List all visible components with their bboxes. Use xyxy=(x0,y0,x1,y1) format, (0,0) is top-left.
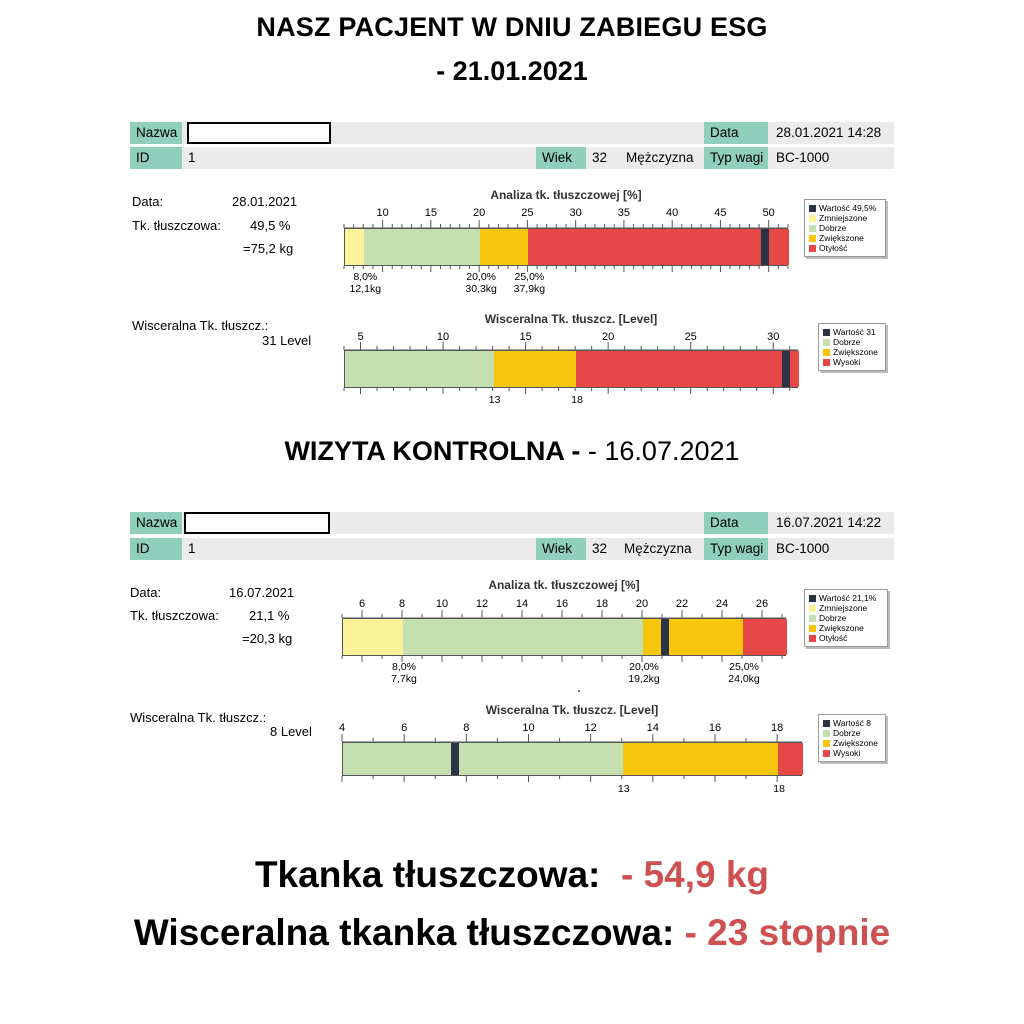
legend-item xyxy=(823,337,881,347)
report2-visceral-label: Wisceralna Tk. tłuszcz.: xyxy=(130,710,267,725)
tick-label: 5 xyxy=(357,331,364,343)
scale-ruler xyxy=(344,218,790,276)
report2-fat-kg: =20,3 kg xyxy=(242,631,293,646)
legend-swatch xyxy=(823,329,830,336)
threshold-label xyxy=(628,661,660,685)
report2-visceral-legend xyxy=(818,714,886,762)
tick-label: 15 xyxy=(519,331,532,343)
report2-fat-chart-title: Analiza tk. tłuszczowej [%] xyxy=(488,578,640,592)
tick-label: 20 xyxy=(602,331,615,343)
stray-dot xyxy=(578,690,580,692)
legend-item xyxy=(809,233,881,243)
threshold-label xyxy=(465,271,497,295)
report2-wiek-label: Wiek xyxy=(536,538,586,560)
report1-datetime: 28.01.2021 14:28 xyxy=(776,125,882,140)
legend-label: Wartość 31 xyxy=(833,327,876,337)
threshold-percent: 20,0% xyxy=(629,661,659,673)
tick-label: 20 xyxy=(473,207,486,219)
threshold-percent: 13 xyxy=(488,394,501,406)
legend-label: Dobrze xyxy=(833,337,861,347)
tick-label: 40 xyxy=(666,207,679,219)
legend-label: Wartość 49,5% xyxy=(819,203,877,213)
summary-visceral-label: Wisceralna tkanka tłuszczowa: xyxy=(133,912,675,953)
tick-label: 12 xyxy=(475,598,489,610)
legend-item xyxy=(809,603,883,613)
legend-label: Wysoki xyxy=(833,748,861,758)
legend-item xyxy=(823,327,881,337)
threshold-kg: 30,3kg xyxy=(465,283,497,295)
threshold-kg: 19,2kg xyxy=(628,673,660,685)
scale-ruler xyxy=(342,732,804,786)
tick-label: 10 xyxy=(522,722,535,734)
threshold-kg: 37,9kg xyxy=(513,283,546,295)
tick-label: 15 xyxy=(424,207,437,219)
tick-label: 8 xyxy=(463,722,470,734)
legend-swatch xyxy=(823,339,830,346)
report2-datetime: 16.07.2021 14:22 xyxy=(776,515,882,530)
legend-label: Otyłość xyxy=(819,633,848,643)
legend-item xyxy=(809,633,883,643)
legend-item xyxy=(823,738,881,748)
legend-label: Wartość 8 xyxy=(833,718,871,728)
threshold-label xyxy=(514,271,546,295)
threshold-percent: 25,0% xyxy=(729,661,759,673)
report2-typ-wagi-label: Typ wagi xyxy=(704,538,768,560)
legend-swatch xyxy=(809,225,816,232)
legend-item xyxy=(809,613,883,623)
tick-label: 45 xyxy=(714,207,727,219)
report2-fat-label: Tk. tłuszczowa: xyxy=(130,608,219,623)
legend-swatch xyxy=(809,235,816,242)
legend-label: Dobrze xyxy=(819,223,847,233)
threshold-percent: 8,0% xyxy=(353,271,378,283)
legend-label: Wartość 21,1% xyxy=(819,593,877,603)
report2-age: 32 xyxy=(592,541,608,556)
threshold-percent: 18 xyxy=(571,394,583,406)
tick-label: 6 xyxy=(358,598,366,610)
report1-id-value: 1 xyxy=(188,150,196,165)
tick-label: 10 xyxy=(436,331,450,343)
report1-header-row1 xyxy=(130,122,894,144)
threshold-kg: 12,1kg xyxy=(349,283,382,295)
threshold-label xyxy=(391,661,417,685)
legend-item xyxy=(809,623,883,633)
legend-label: Wysoki xyxy=(833,357,861,367)
heading-esg-date-text: - 21.01.2021 xyxy=(436,56,588,86)
heading-esg-date xyxy=(0,56,1024,87)
report1-age: 32 xyxy=(592,150,608,165)
threshold-label xyxy=(489,394,501,406)
legend-swatch xyxy=(823,730,830,737)
legend-item xyxy=(823,718,881,728)
threshold-percent: 13 xyxy=(617,783,630,795)
report1-sex: Mężczyzna xyxy=(626,150,694,165)
report2-id-label: ID xyxy=(130,538,182,560)
tick-label: 22 xyxy=(675,598,689,610)
threshold-percent: 20,0% xyxy=(466,271,497,283)
report1-typ-wagi-label: Typ wagi xyxy=(704,147,768,169)
tick-label: 14 xyxy=(646,722,659,734)
legend-swatch xyxy=(809,595,816,602)
heading-control-date: - 16.07.2021 xyxy=(587,436,740,466)
legend-swatch xyxy=(809,245,816,252)
legend-item xyxy=(809,223,881,233)
summary-fat-line xyxy=(0,854,1024,896)
threshold-label xyxy=(571,394,583,406)
report2-visceral-level: 8 Level xyxy=(270,724,312,739)
report2-nazwa-label: Nazwa xyxy=(130,512,182,534)
legend-item xyxy=(823,357,881,367)
report2-id-value: 1 xyxy=(188,541,196,556)
report1-nazwa-label: Nazwa xyxy=(130,122,182,144)
tick-label: 30 xyxy=(569,207,582,219)
tick-label: 18 xyxy=(771,722,784,734)
summary-visceral-value: - 23 stopnie xyxy=(684,912,891,953)
legend-label: Otyłość xyxy=(819,243,848,253)
tick-label: 16 xyxy=(555,598,569,610)
legend-item xyxy=(823,748,881,758)
tick-label: 25 xyxy=(521,207,534,219)
report2-info-date: 16.07.2021 xyxy=(229,585,295,600)
tick-label: 14 xyxy=(515,598,529,610)
tick-label: 18 xyxy=(595,598,609,610)
report1-visceral-legend xyxy=(818,323,886,371)
heading-control-visit: WIZYTA KONTROLNA - - 16.07.2021 xyxy=(284,436,740,466)
heading-esg-day: NASZ PACJENT W DNIU ZABIEGU ESG xyxy=(256,12,768,42)
report2-header-row1 xyxy=(130,512,894,534)
legend-swatch xyxy=(809,625,816,632)
threshold-percent: 18 xyxy=(773,783,785,795)
legend-swatch xyxy=(823,349,830,356)
tick-label: 12 xyxy=(584,722,597,734)
legend-swatch xyxy=(823,750,830,757)
report2-name-redacted xyxy=(184,512,330,534)
threshold-label xyxy=(350,271,382,295)
summary-fat-value: - 54,9 kg xyxy=(620,854,770,895)
scale-ruler xyxy=(342,608,788,666)
report2-sex: Mężczyzna xyxy=(624,541,692,556)
threshold-label xyxy=(618,783,630,795)
legend-item xyxy=(823,347,881,357)
legend-label: Zwiększone xyxy=(819,233,864,243)
legend-item xyxy=(809,243,881,253)
report1-wiek-label: Wiek xyxy=(536,147,586,169)
heading-control-title: WIZYTA KONTROLNA xyxy=(284,436,564,466)
report2-visceral-chart-title: Wisceralna Tk. tłuszcz. [Level] xyxy=(485,703,659,717)
report1-fat-kg: =75,2 kg xyxy=(243,241,294,256)
report1-fat-label: Tk. tłuszczowa: xyxy=(132,218,221,233)
report2-data-info-label: Data: xyxy=(130,585,162,600)
tick-label: 10 xyxy=(435,598,449,610)
legend-swatch xyxy=(823,720,830,727)
tick-label: 4 xyxy=(338,722,346,734)
tick-label: 16 xyxy=(708,722,722,734)
report2-data-label: Data xyxy=(704,512,768,534)
threshold-percent: 25,0% xyxy=(514,271,545,283)
report1-fat-chart-title: Analiza tk. tłuszczowej [%] xyxy=(490,188,642,202)
threshold-percent: 8,0% xyxy=(392,661,416,673)
report1-fat-legend xyxy=(804,199,886,257)
threshold-kg: 7,7kg xyxy=(391,673,417,685)
tick-label: 10 xyxy=(376,207,389,219)
report2-fat-percent: 21,1 % xyxy=(249,608,290,623)
legend-item xyxy=(809,203,881,213)
legend-swatch xyxy=(823,740,830,747)
summary-visceral-line xyxy=(0,912,1024,954)
report2-scale-model: BC-1000 xyxy=(776,541,830,556)
report1-visceral-level: 31 Level xyxy=(262,333,312,348)
threshold-kg: 24,0kg xyxy=(728,673,760,685)
report1-scale-model: BC-1000 xyxy=(776,150,830,165)
tick-label: 35 xyxy=(617,207,631,219)
report1-visceral-chart-title: Wisceralna Tk. tłuszcz. [Level] xyxy=(484,312,658,326)
legend-label: Dobrze xyxy=(833,728,861,738)
legend-label: Zmniejszone xyxy=(819,213,868,223)
legend-label: Zwiększone xyxy=(833,347,878,357)
threshold-label xyxy=(773,783,785,795)
report1-visceral-label: Wisceralna Tk. tłuszcz.: xyxy=(132,318,269,333)
tick-label: 6 xyxy=(401,722,408,734)
scale-ruler xyxy=(344,340,800,398)
legend-label: Zmniejszone xyxy=(819,603,868,613)
report1-data-info-label: Data: xyxy=(132,194,164,209)
tick-label: 50 xyxy=(762,207,775,219)
legend-item xyxy=(809,593,883,603)
tick-label: 20 xyxy=(635,598,649,610)
legend-swatch xyxy=(809,605,816,612)
report1-data-label: Data xyxy=(704,122,768,144)
legend-item xyxy=(823,728,881,738)
report1-info-date: 28.01.2021 xyxy=(232,194,298,209)
threshold-label xyxy=(728,661,760,685)
legend-label: Zwiększone xyxy=(833,738,878,748)
legend-swatch xyxy=(823,359,830,366)
report1-name-redacted xyxy=(187,122,331,144)
legend-swatch xyxy=(809,205,816,212)
legend-label: Dobrze xyxy=(819,613,847,623)
legend-swatch xyxy=(809,215,816,222)
legend-item xyxy=(809,213,881,223)
legend-swatch xyxy=(809,615,816,622)
summary-fat-label: Tkanka tłuszczowa: xyxy=(254,854,601,895)
report1-header-row2 xyxy=(130,147,894,169)
report2-fat-legend xyxy=(804,589,888,647)
tick-label: 30 xyxy=(767,331,780,343)
tick-label: 24 xyxy=(715,598,729,610)
tick-label: 26 xyxy=(755,598,769,610)
report1-fat-percent: 49,5 % xyxy=(250,218,291,233)
report2-header-row2 xyxy=(130,538,894,560)
legend-swatch xyxy=(809,635,816,642)
tick-label: 8 xyxy=(398,598,406,610)
legend-label: Zwiększone xyxy=(819,623,864,633)
report1-id-label: ID xyxy=(130,147,182,169)
tick-label: 25 xyxy=(684,331,697,343)
